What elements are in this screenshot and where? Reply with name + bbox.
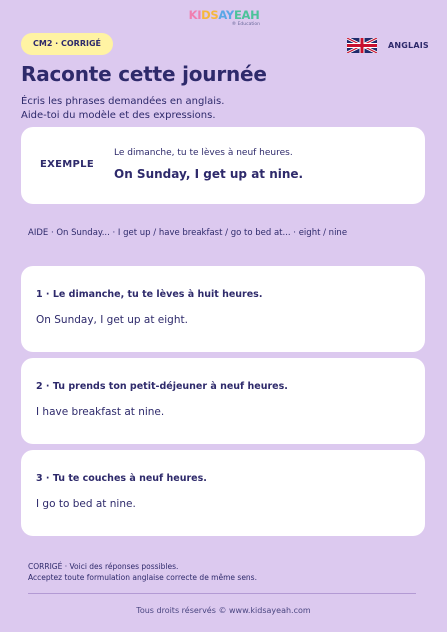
question-answer: I go to bed at nine.	[36, 498, 136, 510]
question-answer: On Sunday, I get up at eight.	[36, 314, 188, 326]
correction-note	[28, 561, 257, 583]
question-card-1	[21, 266, 425, 352]
footer-copyright: Tous droits réservés © www.kidsayeah.com	[136, 606, 311, 615]
question-answer: I have breakfast at nine.	[36, 406, 165, 418]
footer-divider	[28, 593, 416, 594]
help-expressions: AIDE · On Sunday... · I get up / have breakfast / go to bed at... · eight / nine	[28, 228, 348, 238]
example-english: On Sunday, I get up at nine.	[114, 167, 304, 181]
instruction-line: Écris les phrases demandées en anglais.	[21, 96, 225, 107]
logo-text: KIDSAYEAH	[188, 8, 260, 22]
example-label: EXEMPLE	[40, 159, 94, 170]
logo-subtext: ® Education	[231, 22, 260, 27]
instructions	[21, 95, 224, 123]
kidsayeah-logo	[182, 9, 266, 31]
example-french: Le dimanche, tu te lèves à neuf heures.	[114, 148, 293, 158]
question-card-3	[21, 450, 425, 536]
question-prompt: 2 · Tu prends ton petit-déjeuner à neuf heures.	[36, 381, 288, 392]
question-prompt: 1 · Le dimanche, tu te lèves à huit heures.	[36, 289, 263, 300]
example-card	[21, 127, 425, 204]
page-title: Raconte cette journée	[21, 62, 267, 86]
subject-label: ANGLAIS	[388, 41, 429, 50]
note-line: CORRIGÉ · Voici des réponses possibles.	[28, 562, 179, 571]
uk-flag-icon	[347, 38, 377, 53]
instruction-line: Aide-toi du modèle et des expressions.	[21, 110, 216, 121]
question-prompt: 3 · Tu te couches à neuf heures.	[36, 473, 207, 484]
level-badge: CM2 · CORRIGÉ	[21, 33, 113, 55]
note-line: Acceptez toute formulation anglaise correcte de même sens.	[28, 573, 257, 582]
question-card-2	[21, 358, 425, 444]
